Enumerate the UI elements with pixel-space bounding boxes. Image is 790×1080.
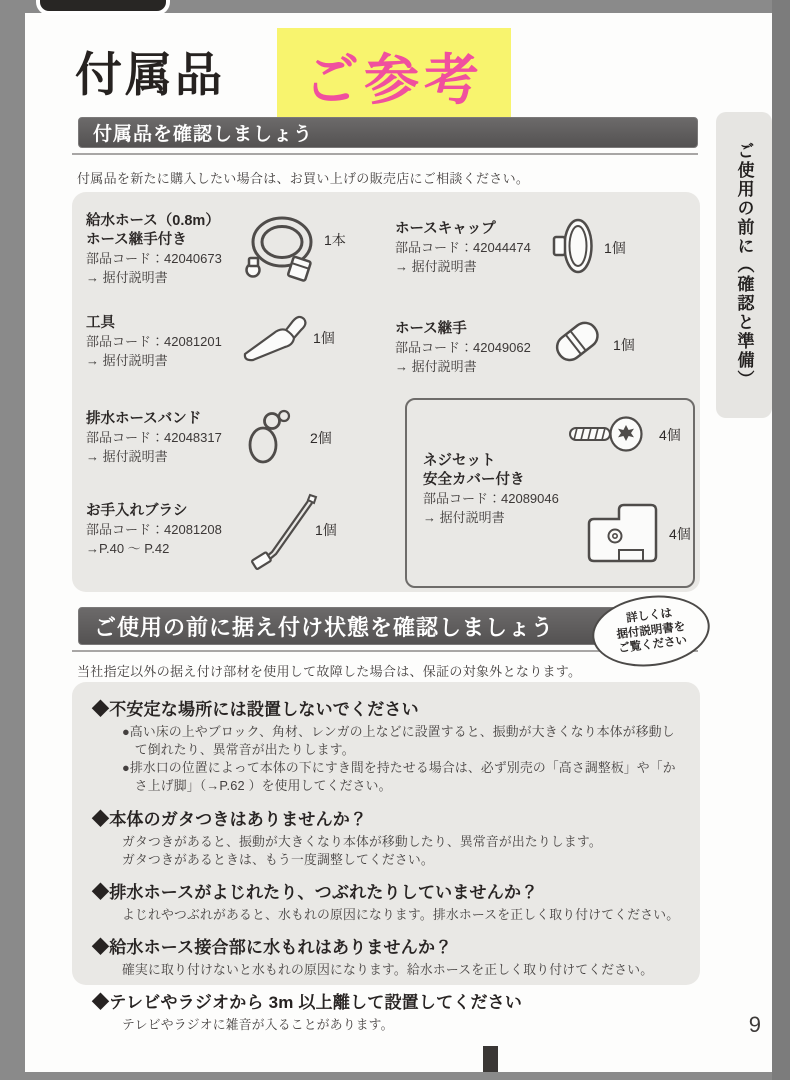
accessory-part-code: 部品コード：42044474 (395, 239, 531, 255)
accessories-panel (72, 192, 700, 592)
accessory-name: お手入れブラシ (86, 503, 188, 519)
section-header-accessories: 付属品を確認しましょう (78, 117, 698, 148)
screw-set-box (405, 398, 695, 588)
accessory-reference: → 据付説明書 (395, 258, 477, 274)
reference-highlight (277, 28, 511, 123)
accessory-part-code: 部品コード：42089046 (423, 490, 559, 506)
checklist-line: テレビやラジオに雑音が入ることがあります。 (122, 1017, 394, 1033)
top-edge-tab (36, 0, 170, 15)
accessory-part-code: 部品コード：42081208 (86, 521, 222, 537)
checklist-line: ●高い床の上やブロック、角材、レンガの上などに設置すると、振動が大きくなり本体が移動して倒れたり、異常音が出たりします。 (122, 724, 675, 758)
accessory-name: 工具 (86, 315, 115, 331)
accessory-reference: →P.40 ～ P.42 (86, 540, 170, 556)
accessory-part-code: 部品コード：42040673 (86, 250, 222, 266)
hose-cap-icon (551, 216, 595, 281)
checklist-heading: ◆不安定な場所には設置しないでください (92, 700, 419, 719)
cleaning-brush-icon (248, 488, 322, 581)
reference-label: ご参考 (303, 49, 484, 111)
top-edge-tab-fill (40, 0, 166, 11)
accessory-name: 排水ホースバンド (86, 411, 202, 427)
accessory-name-line2: ホース継手付き (86, 231, 187, 248)
checklist-heading: ◆排水ホースがよじれたり、つぶれたりしていませんか？ (92, 882, 539, 902)
accessory-item (395, 220, 531, 277)
checklist-heading: ◆本体のガタつきはありませんか？ (92, 809, 368, 829)
checklist-line: 確実に取り付けないと水もれの原因になります。給水ホースを正しく取り付けてください。 (122, 962, 654, 978)
checklist-line: ガタつきがあるときは、もう一度調整してください。 (122, 851, 434, 867)
accessory-part-code: 部品コード：42049062 (395, 339, 531, 355)
checklist-item (92, 988, 680, 1034)
tool-icon (238, 308, 310, 369)
manual-page (25, 13, 772, 1072)
badge-line: 詳しくは (625, 606, 673, 625)
accessory-item (86, 314, 222, 371)
accessory-name: 給水ホース（0.8m） (86, 213, 220, 229)
chapter-side-tab-label: ご使用の前に（確認と準備） (734, 141, 754, 389)
hose-coil-icon (240, 212, 320, 291)
section-header-installation: ご使用の前に据え付け状態を確認しましょう (78, 607, 698, 645)
checklist-line: ガタつきがあると、振動が大きくなり本体が移動したり、異常音が出たりします。 (122, 833, 602, 849)
checklist-item (92, 695, 680, 796)
badge-line: ご覧ください (617, 635, 688, 656)
accessory-item (86, 502, 222, 559)
drain-hose-band-icon (244, 406, 294, 471)
accessory-reference: → 据付説明書 (86, 448, 168, 464)
accessory-part-code: 部品コード：42048317 (86, 429, 222, 445)
binding-tick-mark (483, 1046, 498, 1072)
section-underline (72, 153, 698, 155)
badge-line: 据付説明書を (615, 620, 686, 641)
accessory-qty: 1個 (313, 330, 335, 346)
accessory-item (423, 452, 559, 527)
checklist-item (92, 933, 680, 979)
accessory-qty: 1本 (324, 232, 346, 248)
checklist-line: ●排水口の位置によって本体の下にすき間を持たせる場合は、必ず別売の「高さ調整板」や「かさ上げ脚」（→P.62 ）を使用してください。 (122, 760, 676, 794)
accessory-part-code: 部品コード：42081201 (86, 333, 222, 349)
accessory-qty: 1個 (315, 522, 337, 538)
page-title: 付属品 (75, 48, 225, 101)
accessory-reference: → 据付説明書 (395, 358, 477, 374)
checklist-item (92, 878, 680, 924)
accessory-reference: → 据付説明書 (423, 509, 505, 525)
photo-right-shadow-band (772, 0, 790, 1080)
page-number: 9 (748, 1012, 761, 1037)
chapter-side-tab (716, 112, 772, 418)
accessories-intro: 付属品を新たに購入したい場合は、お買い上げの販売店にご相談ください。 (77, 171, 530, 186)
checklist-line: よじれやつぶれがあると、水もれの原因になります。排水ホースを正しく取り付けてください。 (122, 906, 680, 922)
accessory-qty: 4個 (669, 526, 691, 542)
installation-checklist-panel (72, 682, 700, 1033)
accessory-qty: 1個 (613, 337, 635, 353)
checklist-heading: ◆給水ホース接合部に水もれはありませんか？ (92, 938, 453, 958)
safety-cover-icon (579, 500, 663, 571)
accessory-item (86, 410, 222, 467)
accessory-qty: 4個 (659, 427, 681, 443)
accessory-name: ホース継手 (395, 321, 467, 337)
checklist-heading: ◆テレビやラジオから 3m 以上離して設置してください (92, 993, 523, 1013)
accessory-reference: → 据付説明書 (86, 352, 168, 368)
accessory-qty: 2個 (310, 430, 332, 446)
accessory-name: ネジセット (423, 453, 496, 469)
see-install-manual-badge (588, 589, 714, 673)
accessory-item (86, 212, 222, 287)
accessory-qty: 1個 (604, 240, 626, 256)
accessory-name-line2: 安全カバー付き (423, 471, 525, 488)
screw-icon (565, 414, 649, 459)
accessory-reference: → 据付説明書 (86, 269, 168, 285)
accessory-name: ホースキャップ (395, 221, 496, 237)
hose-joint-icon (547, 314, 607, 373)
checklist-item (92, 805, 680, 869)
accessory-item (395, 320, 531, 377)
installation-intro: 当社指定以外の据え付け部材を使用して故障した場合は、保証の対象外となります。 (77, 664, 582, 679)
